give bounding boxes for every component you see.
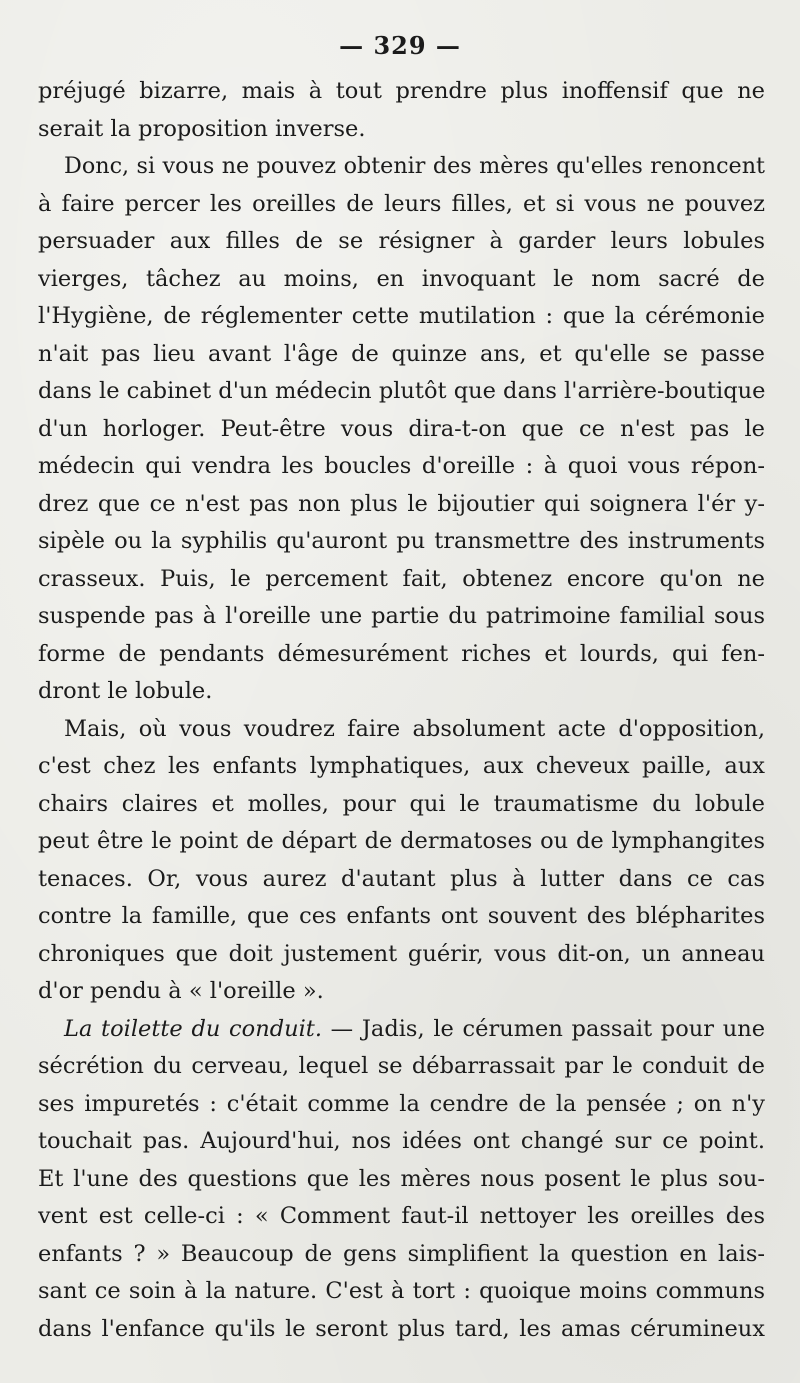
section-heading: La toilette du conduit. <box>64 1015 322 1042</box>
line-text: chroniques que doit justement guérir, vous dit-on, un anneau <box>38 940 765 967</box>
text-line <box>38 711 765 749</box>
line-text: drez que ce n'est pas non plus le bijoutier qui soignera l'ér y- <box>38 490 765 517</box>
line-text: sipèle ou la syphilis qu'auront pu transmettre des instruments <box>38 528 765 554</box>
text-line <box>38 373 765 411</box>
line-text: d'or pendu à « l'oreille ». <box>38 978 324 1004</box>
text-line <box>38 148 765 186</box>
text-line <box>38 898 765 936</box>
line-text: n'ait pas lieu avant l'âge de quinze ans, et qu'elle se passe <box>38 340 765 367</box>
text-line <box>38 1311 765 1349</box>
text-line <box>38 973 765 1011</box>
text-line <box>38 1048 765 1086</box>
text-line <box>38 523 765 561</box>
line-text: d'un horloger. Peut-être vous dira-t-on que ce n'est pas le <box>38 415 765 442</box>
line-text: suspende pas à l'oreille une partie du patrimoine familial sous <box>38 603 765 629</box>
line-text: vierges, tâchez au moins, en invoquant le nom sacré de <box>38 265 765 292</box>
line-text: — Jadis, le cérumen passait pour une <box>321 1015 765 1042</box>
line-text: tenaces. Or, vous aurez d'autant plus à lutter dans ce cas <box>38 865 765 892</box>
text-line <box>38 598 765 636</box>
text-line <box>38 336 765 374</box>
page-number: — 329 — <box>339 31 461 60</box>
line-text: contre la famille, que ces enfants ont souvent des blépharites <box>38 903 765 929</box>
text-line <box>38 748 765 786</box>
text-line <box>38 298 765 336</box>
text-line <box>38 823 765 861</box>
line-text: Et l'une des questions que les mères nous posent le plus sou- <box>38 1165 765 1192</box>
line-text: sécrétion du cerveau, lequel se débarrassait par le conduit de <box>38 1053 765 1079</box>
line-text: sant ce soin à la nature. C'est à tort : quoique moins communs <box>38 1278 765 1304</box>
text-line <box>38 673 765 711</box>
text-line <box>38 261 765 299</box>
line-text: dans l'enfance qu'ils le seront plus tard, les amas cérumineux <box>38 1315 765 1342</box>
line-text: crasseux. Puis, le percement fait, obtenez encore qu'on ne <box>38 565 765 592</box>
text-line <box>38 561 765 599</box>
text-line <box>38 936 765 974</box>
line-text: forme de pendants démesurément riches et lourds, qui fen- <box>38 640 765 667</box>
line-text: à faire percer les oreilles de leurs filles, et si vous ne pouvez <box>38 190 765 217</box>
line-text: médecin qui vendra les boucles d'oreille : à quoi vous répon- <box>38 453 765 479</box>
line-text: touchait pas. Aujourd'hui, nos idées ont changé sur ce point. <box>38 1128 765 1154</box>
text-line <box>38 786 765 824</box>
line-text: enfants ? » Beaucoup de gens simplifient la question en lais- <box>38 1240 765 1267</box>
text-line <box>38 411 765 449</box>
line-text: chairs claires et molles, pour qui le traumatisme du lobule <box>38 790 765 817</box>
line-text: préjugé bizarre, mais à tout prendre plus inoffensif que ne <box>38 78 765 104</box>
text-line <box>38 223 765 261</box>
text-line <box>38 73 765 111</box>
text-line <box>38 1011 765 1049</box>
text-line <box>38 1198 765 1236</box>
line-text: serait la proposition inverse. <box>38 115 366 142</box>
line-text: persuader aux filles de se résigner à garder leurs lobules <box>38 228 765 254</box>
text-line <box>38 636 765 674</box>
text-line <box>38 861 765 899</box>
line-text: l'Hygiène, de réglementer cette mutilation : que la cérémonie <box>38 303 765 329</box>
line-text: dront le lobule. <box>38 678 213 704</box>
text-line <box>38 448 765 486</box>
body-text <box>38 73 765 1348</box>
text-line <box>38 1123 765 1161</box>
text-line <box>38 1273 765 1311</box>
line-text: c'est chez les enfants lymphatiques, aux cheveux paille, aux <box>38 753 765 779</box>
text-line <box>38 1161 765 1199</box>
line-text: Mais, où vous voudrez faire absolument acte d'opposition, <box>64 715 765 742</box>
line-text: peut être le point de départ de dermatoses ou de lymphangites <box>38 828 765 854</box>
line-text: dans le cabinet d'un médecin plutôt que dans l'arrière-boutique <box>38 378 765 404</box>
text-line <box>38 111 765 149</box>
line-text: Donc, si vous ne pouvez obtenir des mères qu'elles renoncent <box>64 153 765 179</box>
text-line <box>38 1236 765 1274</box>
text-line <box>38 1086 765 1124</box>
line-text: vent est celle-ci : « Comment faut-il nettoyer les oreilles des <box>38 1203 765 1229</box>
text-line <box>38 486 765 524</box>
line-text: ses impuretés : c'était comme la cendre de la pensée ; on n'y <box>38 1090 765 1117</box>
text-line <box>38 186 765 224</box>
